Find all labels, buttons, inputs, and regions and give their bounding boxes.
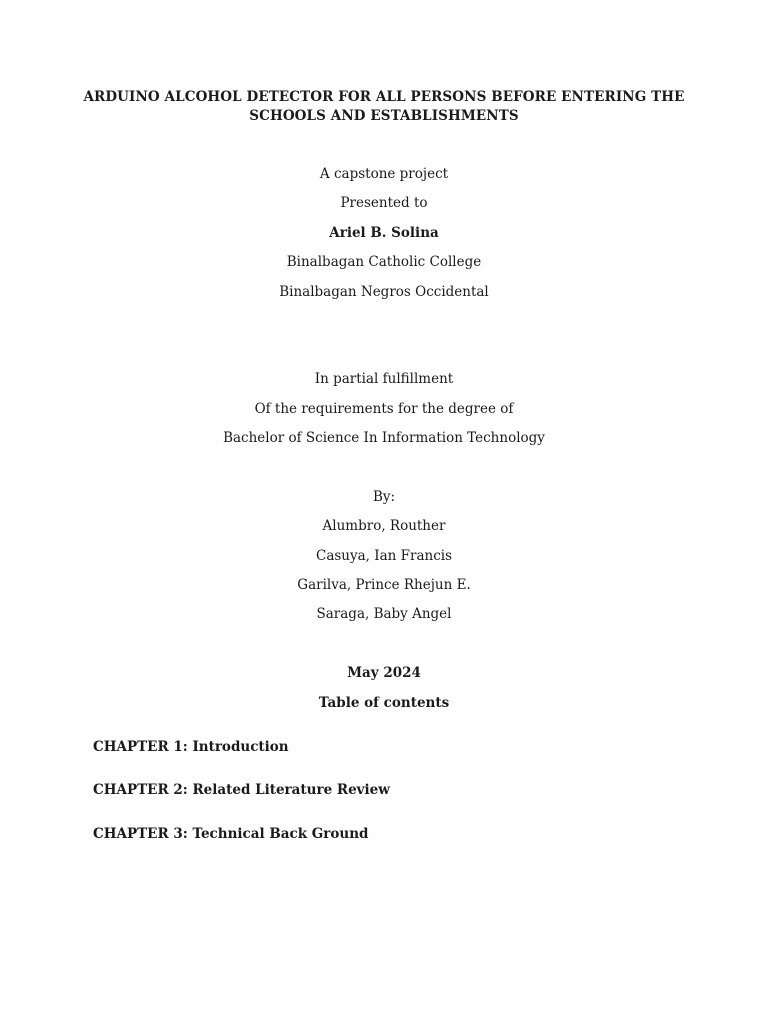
- project-type: A capstone project: [319, 166, 449, 182]
- adviser-name: Ariel B. Solina: [329, 225, 439, 241]
- presented-to-label: Presented to: [340, 195, 428, 211]
- author-name: Alumbro, Routher: [322, 518, 446, 534]
- toc-item-chapter-1: CHAPTER 1: Introduction: [93, 739, 289, 755]
- degree-name: Bachelor of Science In Information Technology: [223, 430, 545, 446]
- document-title-line-2: SCHOOLS AND ESTABLISHMENTS: [249, 108, 519, 124]
- institution-location: Binalbagan Negros Occidental: [279, 284, 489, 300]
- author-name: Garilva, Prince Rhejun E.: [297, 577, 471, 593]
- submission-date: May 2024: [347, 665, 421, 681]
- author-name: Casuya, Ian Francis: [316, 548, 452, 564]
- author-name: Saraga, Baby Angel: [316, 606, 452, 622]
- toc-item-chapter-3: CHAPTER 3: Technical Back Ground: [93, 826, 369, 842]
- fulfillment-line-2: Of the requirements for the degree of: [254, 401, 514, 417]
- document-title-line-1: ARDUINO ALCOHOL DETECTOR FOR ALL PERSONS BEFORE ENTERING THE: [83, 89, 685, 105]
- authors-label: By:: [372, 489, 396, 505]
- toc-heading: Table of contents: [318, 695, 450, 711]
- toc-item-chapter-2: CHAPTER 2: Related Literature Review: [93, 782, 390, 798]
- fulfillment-line-1: In partial fulfillment: [314, 371, 454, 387]
- institution-name: Binalbagan Catholic College: [286, 254, 482, 270]
